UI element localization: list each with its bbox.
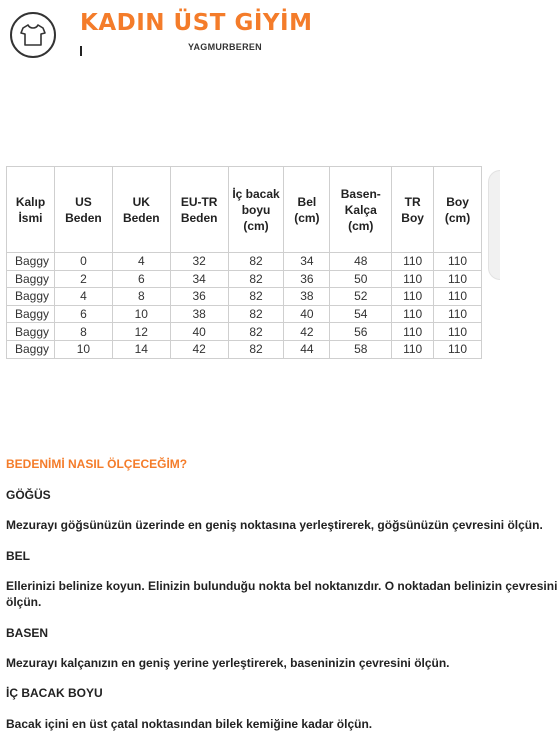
col-header-tr-boy: TR Boy: [392, 167, 434, 253]
waist-title: BEL: [6, 549, 30, 563]
measure-guide-heading: BEDENİMİ NASIL ÖLÇECEĞİM?: [6, 457, 188, 471]
table-row: [7, 253, 482, 271]
table-cell: 40: [284, 305, 330, 323]
table-header-row: [7, 167, 482, 253]
table-cell: Baggy: [7, 270, 55, 288]
table-cell: 48: [330, 253, 392, 271]
tshirt-logo-icon: [10, 12, 56, 58]
table-cell: 38: [170, 305, 228, 323]
waist-text-line-2: ölçün.: [6, 595, 42, 609]
table-cell: 36: [170, 288, 228, 306]
table-row: [7, 288, 482, 306]
table-cell: 110: [434, 288, 482, 306]
table-cell: Baggy: [7, 340, 55, 358]
table-cell: 8: [112, 288, 170, 306]
col-header-eu: EU-TR Beden: [170, 167, 228, 253]
table-cell: 110: [392, 305, 434, 323]
table-row: [7, 323, 482, 341]
table-cell: 10: [54, 340, 112, 358]
brand-name: YAGMURBEREN: [188, 42, 262, 52]
table-cell: 110: [434, 253, 482, 271]
table-cell: 110: [392, 270, 434, 288]
table-cell: 110: [434, 323, 482, 341]
table-cell: 56: [330, 323, 392, 341]
col-header-kalip: Kalıp İsmi: [7, 167, 55, 253]
table-cell: Baggy: [7, 288, 55, 306]
title-divider: [80, 46, 82, 56]
hip-title: BASEN: [6, 626, 49, 640]
table-cell: 6: [54, 305, 112, 323]
table-cell: 82: [228, 288, 284, 306]
table-cell: 42: [170, 340, 228, 358]
col-header-uk: UK Beden: [112, 167, 170, 253]
table-cell: 110: [392, 323, 434, 341]
page-title: KADIN ÜST GİYİM: [80, 10, 313, 36]
table-cell: 44: [284, 340, 330, 358]
table-cell: 0: [54, 253, 112, 271]
table-row: [7, 270, 482, 288]
table-cell: 32: [170, 253, 228, 271]
table-cell: 2: [54, 270, 112, 288]
table-cell: 52: [330, 288, 392, 306]
table-cell: 4: [112, 253, 170, 271]
table-cell: 36: [284, 270, 330, 288]
col-header-ic-bacak: İç bacak boyu (cm): [228, 167, 284, 253]
table-cell: 82: [228, 305, 284, 323]
table-row: [7, 305, 482, 323]
chest-title: GÖĞÜS: [6, 488, 51, 502]
page-header: [0, 0, 500, 70]
table-cell: 110: [434, 340, 482, 358]
table-cell: 10: [112, 305, 170, 323]
waist-text-line-1: Ellerinizi belinize koyun. Elinizin bulunduğu nokta bel noktanızdır. O noktadan belinizin çevresini: [6, 579, 557, 593]
col-header-basen: Basen-Kalça (cm): [330, 167, 392, 253]
table-cell: 40: [170, 323, 228, 341]
col-header-boy: Boy (cm): [434, 167, 482, 253]
chest-text: Mezurayı göğsünüzün üzerinde en geniş noktasına yerleştirerek, göğsünüzün çevresini ölçün.: [6, 518, 543, 532]
table-cell: 34: [284, 253, 330, 271]
table-cell: Baggy: [7, 323, 55, 341]
table-cell: 82: [228, 323, 284, 341]
table-cell: 8: [54, 323, 112, 341]
hip-text: Mezurayı kalçanızın en geniş yerine yerleştirerek, baseninizin çevresini ölçün.: [6, 656, 450, 670]
table-cell: Baggy: [7, 305, 55, 323]
side-panel-edge: [488, 170, 500, 280]
table-row: [7, 340, 482, 358]
table-cell: 110: [434, 305, 482, 323]
table-cell: 34: [170, 270, 228, 288]
table-cell: 42: [284, 323, 330, 341]
table-cell: 82: [228, 253, 284, 271]
size-chart-table: [6, 166, 482, 359]
table-cell: 6: [112, 270, 170, 288]
table-cell: 54: [330, 305, 392, 323]
table-cell: 4: [54, 288, 112, 306]
table-cell: 58: [330, 340, 392, 358]
table-cell: 82: [228, 270, 284, 288]
table-cell: 110: [392, 340, 434, 358]
table-cell: 12: [112, 323, 170, 341]
table-cell: 14: [112, 340, 170, 358]
table-cell: 110: [434, 270, 482, 288]
table-cell: 110: [392, 253, 434, 271]
col-header-bel: Bel (cm): [284, 167, 330, 253]
col-header-us: US Beden: [54, 167, 112, 253]
table-cell: 50: [330, 270, 392, 288]
table-cell: 38: [284, 288, 330, 306]
table-cell: Baggy: [7, 253, 55, 271]
table-cell: 110: [392, 288, 434, 306]
table-cell: 82: [228, 340, 284, 358]
inseam-title: İÇ BACAK BOYU: [6, 686, 103, 700]
inseam-text: Bacak içini en üst çatal noktasından bilek kemiğine kadar ölçün.: [6, 717, 373, 731]
